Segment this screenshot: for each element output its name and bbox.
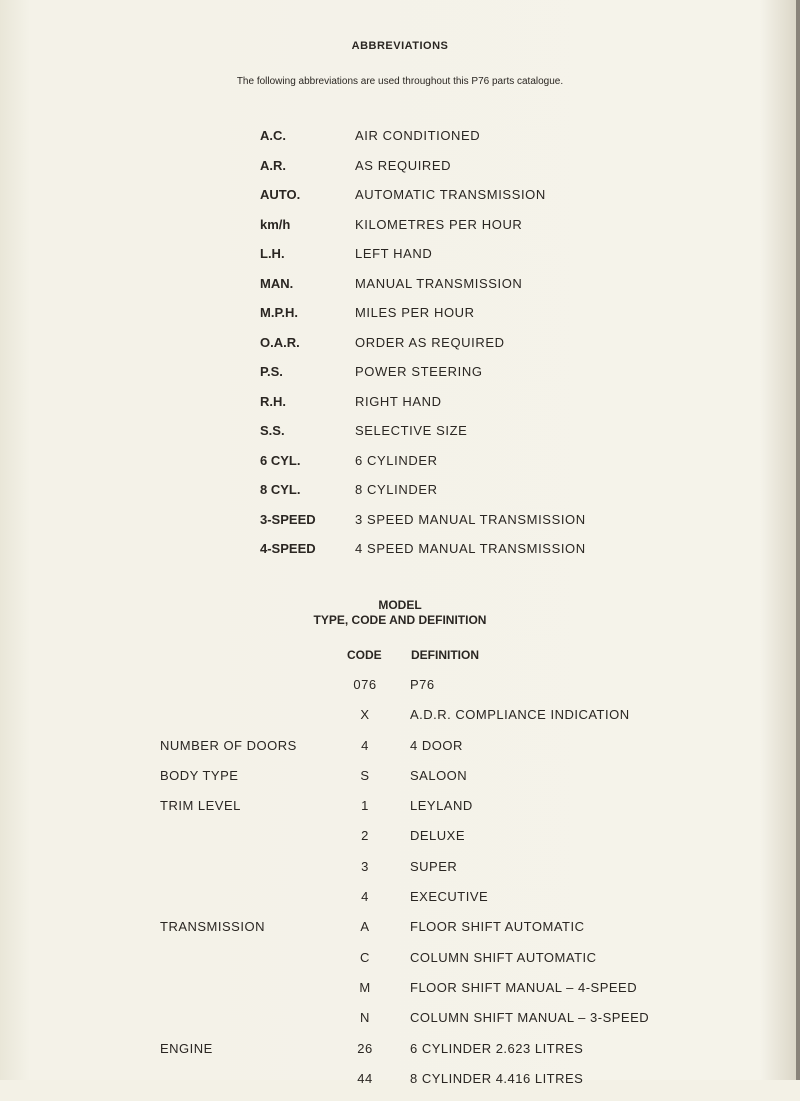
model-row-definition: FLOOR SHIFT MANUAL – 4-SPEED xyxy=(410,979,638,995)
abbreviation-row xyxy=(260,335,660,365)
abbreviation-row xyxy=(260,453,660,483)
model-row-definition: SALOON xyxy=(410,767,468,783)
abbreviation-definition: 8 CYLINDER xyxy=(355,482,438,497)
model-row xyxy=(0,1041,800,1071)
model-row-code: C xyxy=(360,949,370,965)
abbreviation-code: A.R. xyxy=(260,157,286,173)
abbreviation-row xyxy=(260,158,660,188)
model-row-definition: 8 CYLINDER 4.416 LITRES xyxy=(410,1070,584,1086)
abbreviation-code: AUTO. xyxy=(260,187,301,202)
abbreviation-row xyxy=(260,423,660,453)
model-row-definition: 4 DOOR xyxy=(410,737,463,753)
abbreviation-code: R.H. xyxy=(260,393,286,409)
model-row-code: 1 xyxy=(361,798,369,814)
abbreviation-row xyxy=(260,541,660,571)
definition-column-header: DEFINITION xyxy=(411,648,479,662)
abbreviation-definition: 3 SPEED MANUAL TRANSMISSION xyxy=(355,511,586,527)
model-row-label: BODY TYPE xyxy=(160,767,239,783)
model-row xyxy=(0,980,800,1010)
model-table xyxy=(0,677,800,1101)
model-row-code: 4 xyxy=(361,889,369,905)
abbreviation-code: L.H. xyxy=(260,246,285,261)
abbreviation-row xyxy=(260,128,660,158)
model-row-label: TRIM LEVEL xyxy=(160,798,241,814)
abbreviation-code: MAN. xyxy=(260,275,294,291)
model-row-definition: P76 xyxy=(410,677,435,692)
abbreviation-row xyxy=(260,512,660,542)
model-row-code: M xyxy=(359,979,371,995)
model-row xyxy=(0,828,800,858)
abbreviation-code: 4-SPEED xyxy=(260,541,316,556)
model-row-code: N xyxy=(360,1010,370,1026)
abbreviation-code: km/h xyxy=(260,216,291,232)
abbreviation-definition: ORDER AS REQUIRED xyxy=(355,334,505,350)
abbreviation-definition: RIGHT HAND xyxy=(355,393,442,409)
model-row xyxy=(0,1071,800,1101)
abbreviation-code: S.S. xyxy=(260,423,285,438)
page-title: ABBREVIATIONS xyxy=(351,40,449,52)
abbreviation-row xyxy=(260,364,660,394)
abbreviation-definition: 6 CYLINDER xyxy=(355,452,438,468)
model-row-definition: A.D.R. COMPLIANCE INDICATION xyxy=(410,707,630,723)
abbreviation-code: P.S. xyxy=(260,364,283,379)
model-row-definition: 6 CYLINDER 2.623 LITRES xyxy=(410,1040,584,1056)
model-row-definition: COLUMN SHIFT AUTOMATIC xyxy=(410,949,597,965)
abbreviation-definition: AS REQUIRED xyxy=(355,157,452,173)
abbreviation-row xyxy=(260,394,660,424)
model-row-definition: EXECUTIVE xyxy=(410,889,489,905)
abbreviation-code: M.P.H. xyxy=(260,305,299,320)
model-row xyxy=(0,1010,800,1040)
model-row-definition: COLUMN SHIFT MANUAL – 3-SPEED xyxy=(410,1010,650,1026)
model-row xyxy=(0,859,800,889)
model-row-code: 3 xyxy=(361,858,369,874)
model-row xyxy=(0,889,800,919)
abbreviation-code: O.A.R. xyxy=(260,334,300,350)
abbreviation-code: A.C. xyxy=(260,128,286,143)
abbreviation-definition: KILOMETRES PER HOUR xyxy=(355,216,523,232)
model-row-label: NUMBER OF DOORS xyxy=(160,737,297,753)
model-row-code: A xyxy=(360,919,370,935)
model-row-code: 26 xyxy=(357,1040,373,1056)
intro-text: The following abbreviations are used throughout this P76 parts catalogue. xyxy=(236,76,564,87)
model-row xyxy=(0,738,800,768)
abbreviation-row xyxy=(260,187,660,217)
model-row-label: TRANSMISSION xyxy=(160,919,265,935)
abbreviation-code: 3-SPEED xyxy=(260,511,316,527)
abbreviation-definition: MANUAL TRANSMISSION xyxy=(355,275,523,291)
model-row-code: 4 xyxy=(361,737,369,753)
model-row xyxy=(0,950,800,980)
model-row-definition: DELUXE xyxy=(410,828,466,844)
model-row-definition: LEYLAND xyxy=(410,798,473,814)
model-row xyxy=(0,677,800,707)
model-row xyxy=(0,707,800,737)
abbreviation-definition: 4 SPEED MANUAL TRANSMISSION xyxy=(355,541,586,556)
model-row-code: X xyxy=(360,707,370,723)
model-row-code: 2 xyxy=(361,828,369,844)
abbreviation-row xyxy=(260,482,660,512)
abbreviation-code: 8 CYL. xyxy=(260,482,301,497)
model-row-definition: SUPER xyxy=(410,858,458,874)
model-row-label: ENGINE xyxy=(160,1040,213,1056)
abbreviation-definition: AIR CONDITIONED xyxy=(355,128,481,143)
abbreviation-definition: SELECTIVE SIZE xyxy=(355,423,468,438)
model-row xyxy=(0,768,800,798)
abbreviation-definition: POWER STEERING xyxy=(355,364,483,379)
abbreviation-row xyxy=(260,305,660,335)
abbreviation-definition: LEFT HAND xyxy=(355,246,433,261)
abbreviation-row xyxy=(260,217,660,247)
model-row xyxy=(0,798,800,828)
model-row xyxy=(0,919,800,949)
model-heading: MODEL xyxy=(378,598,422,612)
model-row-code: 44 xyxy=(357,1070,373,1086)
abbreviation-row xyxy=(260,246,660,276)
code-column-header: CODE xyxy=(347,648,382,662)
abbreviation-code: 6 CYL. xyxy=(260,452,301,468)
abbreviation-definition: MILES PER HOUR xyxy=(355,305,475,320)
model-subheading: TYPE, CODE AND DEFINITION xyxy=(313,613,487,627)
abbreviations-list xyxy=(260,128,660,571)
model-row-code: 076 xyxy=(353,677,377,692)
model-row-code: S xyxy=(360,767,370,783)
model-row-definition: FLOOR SHIFT AUTOMATIC xyxy=(410,919,585,935)
abbreviation-definition: AUTOMATIC TRANSMISSION xyxy=(355,187,546,202)
abbreviation-row xyxy=(260,276,660,306)
